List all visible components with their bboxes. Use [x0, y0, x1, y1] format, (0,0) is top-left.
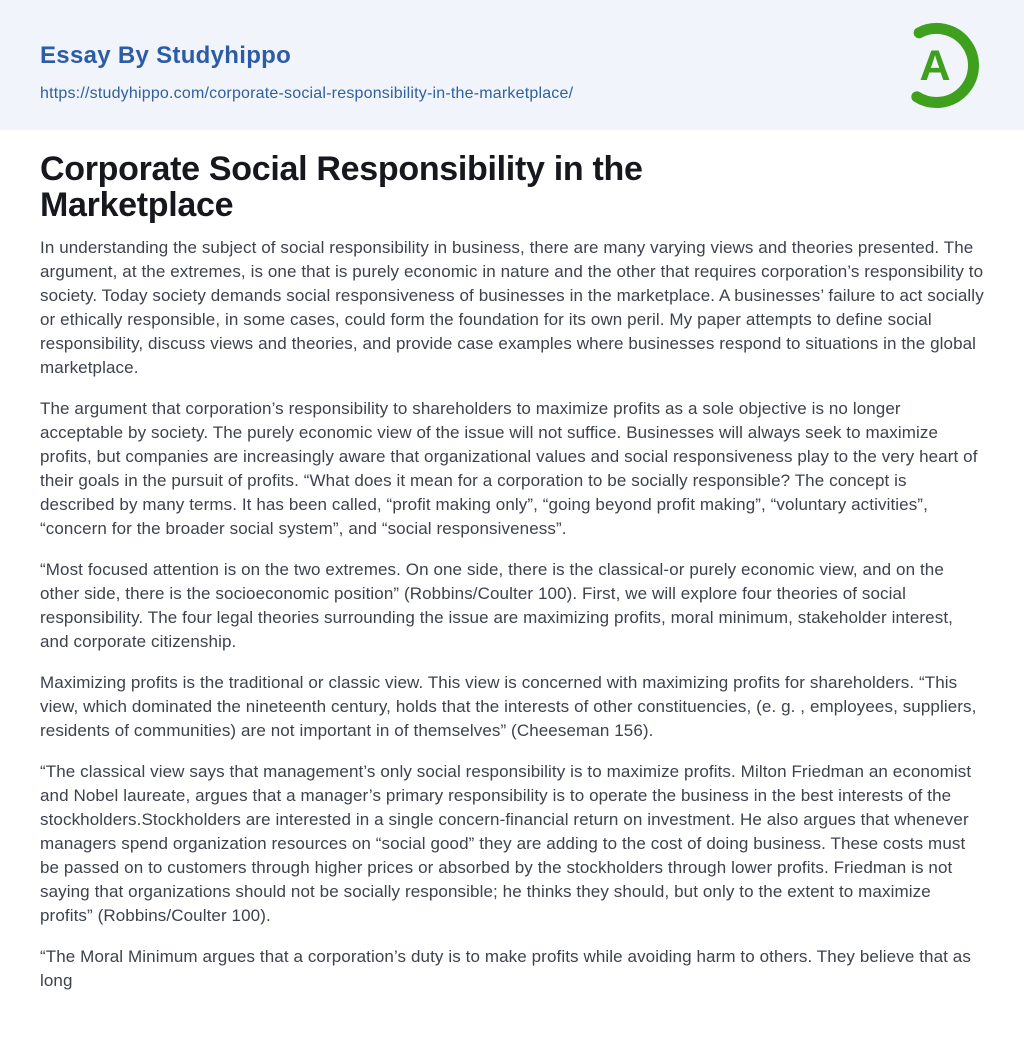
paragraph: Maximizing profits is the traditional or classic view. This view is concerned with maximizing profits for shareholders. “This view, which dominated the nineteenth century, holds that the interests of other constituencies, (e. g. , employees, suppliers, residents of communities) are not important in of themselves” (Cheeseman 156). — [40, 673, 977, 740]
header-text-block — [40, 0, 573, 103]
article — [0, 151, 1024, 993]
paragraph: “The classical view says that management’s only social responsibility is to maximize profits. Milton Friedman an economist and Nobel laureate, argues that a manager’s primary responsibility is to operate the business in the best interests of the stockholders.Stockholders are interested in a single concern-financial return on investment. He also argues that whenever managers spend organization resources on “social good” they are adding to the cost of doing business. These costs must be passed on to customers through higher prices or absorbed by the stockholders through lower profits. Friedman is not saying that organizations should not be socially responsible; he thinks they should, but only to the extent to maximize profits” (Robbins/Coulter 100). — [40, 762, 972, 925]
source-url-link[interactable]: https://studyhippo.com/corporate-social-responsibility-in-the-marketplace/ — [40, 85, 574, 102]
studyhippo-logo — [892, 19, 982, 111]
paragraph: The argument that corporation’s responsibility to shareholders to maximize profits as a sole objective is no longer acceptable by society. The purely economic view of the issue will not suffice. Businesses will always seek to maximize profits, but companies are increasingly aware that organizational values and social responsiveness play to the very heart of their goals in the pursuit of profits. “What does it mean for a corporation to be socially responsible? The concept is described by many terms. It has been called, “profit making only”, “going beyond profit making”, “voluntary activities”, “concern for the broader social system”, and “social responsiveness”. — [40, 399, 978, 538]
page-header — [0, 0, 1024, 130]
logo-letter: A — [919, 42, 951, 90]
site-title: Essay By Studyhippo — [40, 42, 292, 69]
studyhippo-logo-icon — [892, 19, 982, 111]
paragraph: “The Moral Minimum argues that a corporation’s duty is to make profits while avoiding harm to others. They believe that as long — [40, 947, 971, 990]
article-body — [40, 236, 984, 993]
paragraph: “Most focused attention is on the two extremes. On one side, there is the classical-or purely economic view, and on the other side, there is the socioeconomic position” (Robbins/Coulter 100). First, we will explore four theories of social responsibility. The four legal theories surrounding the issue are maximizing profits, moral minimum, stakeholder interest, and corporate citizenship. — [40, 560, 953, 651]
article-title: Corporate Social Responsibility in the Marketplace — [40, 150, 643, 224]
paragraph: In understanding the subject of social responsibility in business, there are many varying views and theories presented. The argument, at the extremes, is one that is purely economic in nature and the other that requires corporation’s responsibility to society. Today society demands social responsiveness of businesses in the marketplace. A businesses’ failure to act socially or ethically responsible, in some cases, could form the foundation for its own peril. My paper attempts to define social responsibility, discuss views and theories, and provide case examples where businesses respond to situations in the global marketplace. — [40, 238, 984, 377]
